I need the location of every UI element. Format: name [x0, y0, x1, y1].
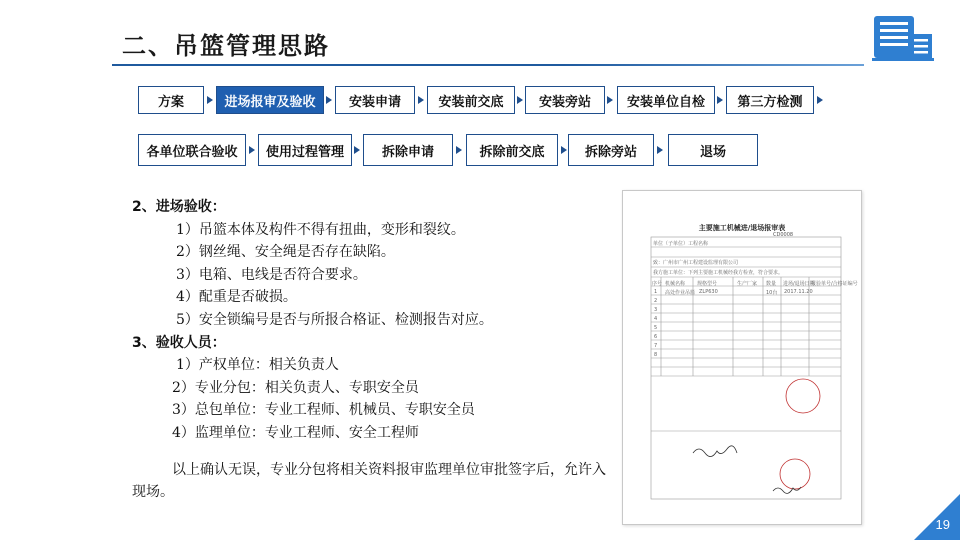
conclusion-paragraph: 以上确认无误，专业分包将相关资料报审监理单位审批签字后，允许入现场。 [132, 461, 606, 501]
list-item: 1）吊篮本体及构件不得有扭曲，变形和裂纹。 [176, 221, 465, 238]
form-row-number: 2 [654, 298, 658, 304]
flow-arrow-icon [354, 146, 360, 154]
flow-step: 拆除旁站 [568, 134, 654, 166]
form-row-number: 4 [654, 316, 658, 322]
flow-step: 各单位联合验收 [138, 134, 246, 166]
flow-arrow-icon [456, 146, 462, 154]
flow-arrow-icon [418, 96, 424, 104]
flow-step: 使用过程管理 [258, 134, 352, 166]
form-row-number: 7 [654, 343, 658, 349]
list-item: 3）电箱、电线是否符合要求。 [176, 266, 367, 283]
flow-arrow-icon [607, 96, 613, 104]
flow-step: 拆除申请 [363, 134, 453, 166]
list-item: 5）安全锁编号是否与所报合格证、检测报告对应。 [176, 311, 493, 328]
form-addressee: 致：广州市广州工程建设监理有限公司 [653, 260, 739, 266]
flow-step: 退场 [668, 134, 758, 166]
form-col-header: 数量 [766, 281, 777, 287]
list-item: 1）产权单位：相关负责人 [176, 357, 339, 374]
flow-arrow-icon [517, 96, 523, 104]
form-project-label: 单位（子单位）工程名称 [653, 241, 709, 247]
section-heading: 2、进场验收： [132, 199, 226, 215]
form-col-header: 生产厂家 [737, 281, 758, 287]
scanned-form-image [622, 190, 862, 525]
form-col-header: 报验单号/合格证编号 [811, 281, 858, 287]
page-number: 19 [935, 517, 950, 532]
form-row-number: 3 [654, 307, 658, 313]
flow-step: 安装申请 [335, 86, 415, 114]
form-row-number: 8 [654, 352, 658, 358]
flow-arrow-icon [717, 96, 723, 104]
title-underline [112, 64, 864, 66]
flow-step-active: 进场报审及验收 [216, 86, 324, 114]
flow-step: 安装单位自检 [617, 86, 715, 114]
form-row-number: 5 [654, 325, 658, 331]
list-item: 4）配重是否破损。 [176, 289, 297, 306]
page-title: 二、吊篮管理思路 [122, 31, 330, 60]
flow-arrow-icon [657, 146, 663, 154]
building-logo-icon [872, 12, 934, 62]
form-title: 主要施工机械进/退场报审表 [698, 224, 786, 232]
list-item: 3）总包单位：专业工程师、机械员、专职安全员 [172, 402, 475, 419]
list-item: 2）钢丝绳、安全绳是否存在缺陷。 [176, 244, 395, 261]
flow-arrow-icon [249, 146, 255, 154]
form-row-number: 6 [654, 334, 658, 340]
list-item: 4）监理单位：专业工程师、安全工程师 [172, 424, 419, 441]
form-col-header: 进场/退场日期 [783, 281, 815, 287]
flow-step: 第三方检测 [726, 86, 814, 114]
flow-step: 拆除前交底 [466, 134, 558, 166]
form-cell: ZLP630 [699, 289, 718, 295]
form-cell: 1 [654, 289, 658, 295]
flow-arrow-icon [817, 96, 823, 104]
form-col-header: 机械名称 [665, 281, 686, 287]
form-cell: 10台 [766, 290, 778, 296]
section-heading: 3、验收人员： [132, 334, 226, 351]
flow-arrow-icon [207, 96, 213, 104]
flow-step: 安装旁站 [525, 86, 605, 114]
flow-step: 安装前交底 [427, 86, 515, 114]
flow-arrow-icon [561, 146, 567, 154]
form-col-header: 规格型号 [697, 281, 718, 287]
form-col-header: 序号 [652, 281, 663, 287]
form-cell: 高处作业吊篮 [665, 290, 696, 296]
form-cell: 2017.11.20 [784, 289, 813, 295]
content-body [132, 196, 612, 504]
flow-step: 方案 [138, 86, 204, 114]
form-code: CD0008 [773, 232, 794, 238]
form-statement: 我方施工单位：下列主要施工机械经我方检查，符合要求。 [653, 270, 784, 276]
flow-arrow-icon [326, 96, 332, 104]
list-item: 2）专业分包：相关负责人、专职安全员 [172, 379, 419, 396]
